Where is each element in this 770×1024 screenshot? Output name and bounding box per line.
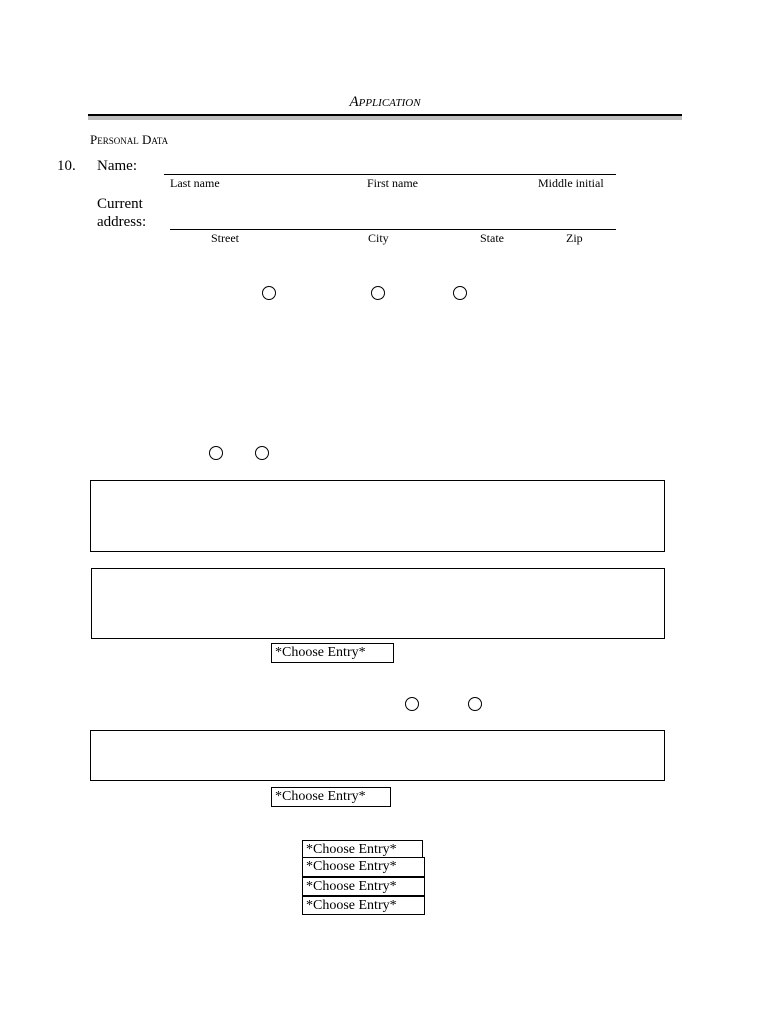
address-input-line[interactable]: [170, 229, 616, 230]
address-label-line2: address:: [97, 214, 147, 230]
text-area-1[interactable]: [90, 480, 665, 552]
form-title: Application: [349, 94, 421, 110]
choose-entry-dropdown-2[interactable]: *Choose Entry*: [271, 787, 391, 807]
radio-option-3[interactable]: [453, 286, 467, 300]
radio-option-1[interactable]: [262, 286, 276, 300]
choose-entry-dropdown-4[interactable]: *Choose Entry*: [302, 857, 425, 877]
address-label-line1: Current: [97, 196, 143, 212]
state-caption: State: [480, 231, 504, 245]
city-caption: City: [368, 231, 389, 245]
first-name-caption: First name: [367, 176, 418, 190]
middle-initial-caption: Middle initial: [538, 176, 604, 190]
section-heading: Personal Data: [90, 132, 169, 147]
choose-entry-dropdown-1[interactable]: *Choose Entry*: [271, 643, 394, 663]
street-caption: Street: [211, 231, 239, 245]
title-divider: [88, 114, 682, 120]
name-input-line[interactable]: [164, 174, 616, 175]
radio-option-2[interactable]: [371, 286, 385, 300]
zip-caption: Zip: [566, 231, 583, 245]
radio-no-1[interactable]: [255, 446, 269, 460]
choose-entry-dropdown-5[interactable]: *Choose Entry*: [302, 877, 425, 896]
text-area-3[interactable]: [90, 730, 665, 781]
choose-entry-dropdown-3[interactable]: *Choose Entry*: [302, 840, 423, 859]
question-number: 10.: [57, 158, 76, 174]
radio-no-2[interactable]: [468, 697, 482, 711]
last-name-caption: Last name: [170, 176, 220, 190]
choose-entry-dropdown-6[interactable]: *Choose Entry*: [302, 896, 425, 915]
name-label: Name:: [97, 158, 137, 174]
text-area-2[interactable]: [91, 568, 665, 639]
radio-yes-2[interactable]: [405, 697, 419, 711]
radio-yes-1[interactable]: [209, 446, 223, 460]
